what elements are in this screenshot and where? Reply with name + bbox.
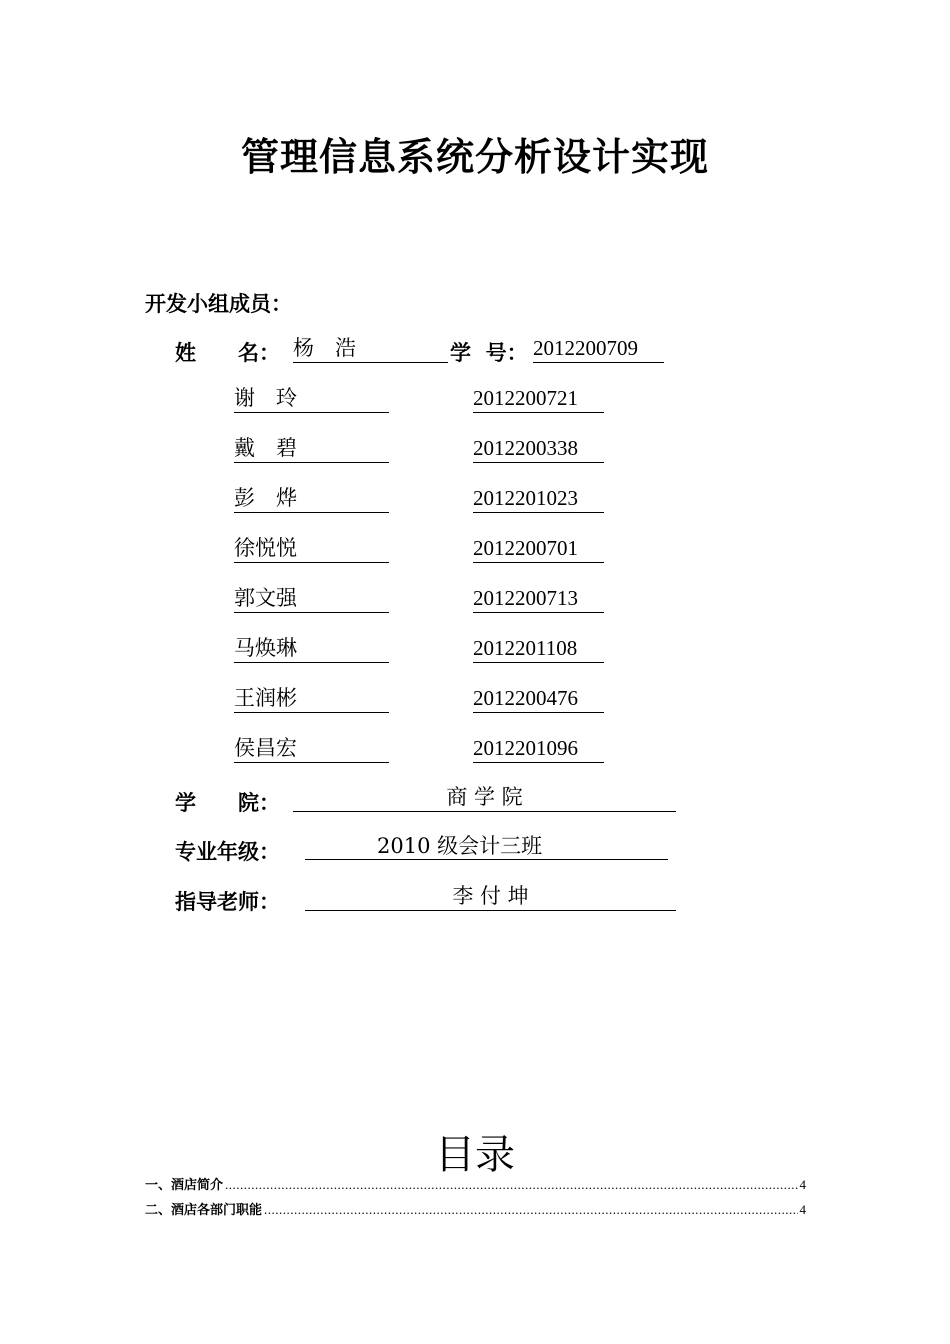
advisor-value: 李 付 坤 — [305, 884, 676, 911]
name-label: 姓 名： — [175, 341, 280, 365]
major-grade-label: 专业年级： — [175, 840, 280, 864]
major-grade-value: 2010 级会计三班 — [305, 834, 668, 860]
member-id: 2012200713 — [473, 586, 604, 613]
member-name: 王润彬 — [234, 686, 389, 713]
college-value: 商 学 院 — [293, 785, 676, 812]
toc-entry-label: 一、酒店简介 — [145, 1178, 224, 1193]
toc-entry-label: 二、酒店各部门职能 — [145, 1203, 263, 1218]
member-id: 2012200476 — [473, 686, 604, 713]
toc-entry-page: 4 — [799, 1202, 806, 1217]
member-id: 2012201023 — [473, 486, 604, 513]
member-name: 侯昌宏 — [234, 736, 389, 763]
member-id: 2012201096 — [473, 736, 604, 763]
member-name: 马焕琳 — [234, 636, 389, 663]
member-id: 2012200338 — [473, 436, 604, 463]
member-id: 2012200701 — [473, 536, 604, 563]
toc-entry-page: 4 — [799, 1177, 806, 1192]
member-id: 2012201108 — [473, 636, 604, 663]
member-id: 2012200721 — [473, 386, 604, 413]
college-label: 学 院： — [175, 791, 280, 815]
member-name: 徐悦悦 — [234, 536, 389, 563]
member-name: 郭文强 — [234, 586, 389, 613]
advisor-label: 指导老师： — [175, 890, 280, 914]
toc-leader-dots — [264, 1202, 797, 1218]
members-heading: 开发小组成员： — [145, 292, 292, 316]
toc-entry[interactable] — [145, 1199, 806, 1217]
toc-entry[interactable] — [145, 1174, 806, 1192]
student-id-label: 学 号： — [450, 341, 528, 365]
member-name: 谢 玲 — [234, 386, 389, 413]
member-name: 杨 浩 — [293, 336, 448, 363]
member-name: 戴 碧 — [234, 436, 389, 463]
member-id: 2012200709 — [533, 336, 664, 363]
member-name: 彭 烨 — [234, 486, 389, 513]
toc-title: 目录 — [435, 1132, 515, 1178]
document-title: 管理信息系统分析设计实现 — [240, 135, 709, 179]
toc-leader-dots — [225, 1177, 797, 1193]
